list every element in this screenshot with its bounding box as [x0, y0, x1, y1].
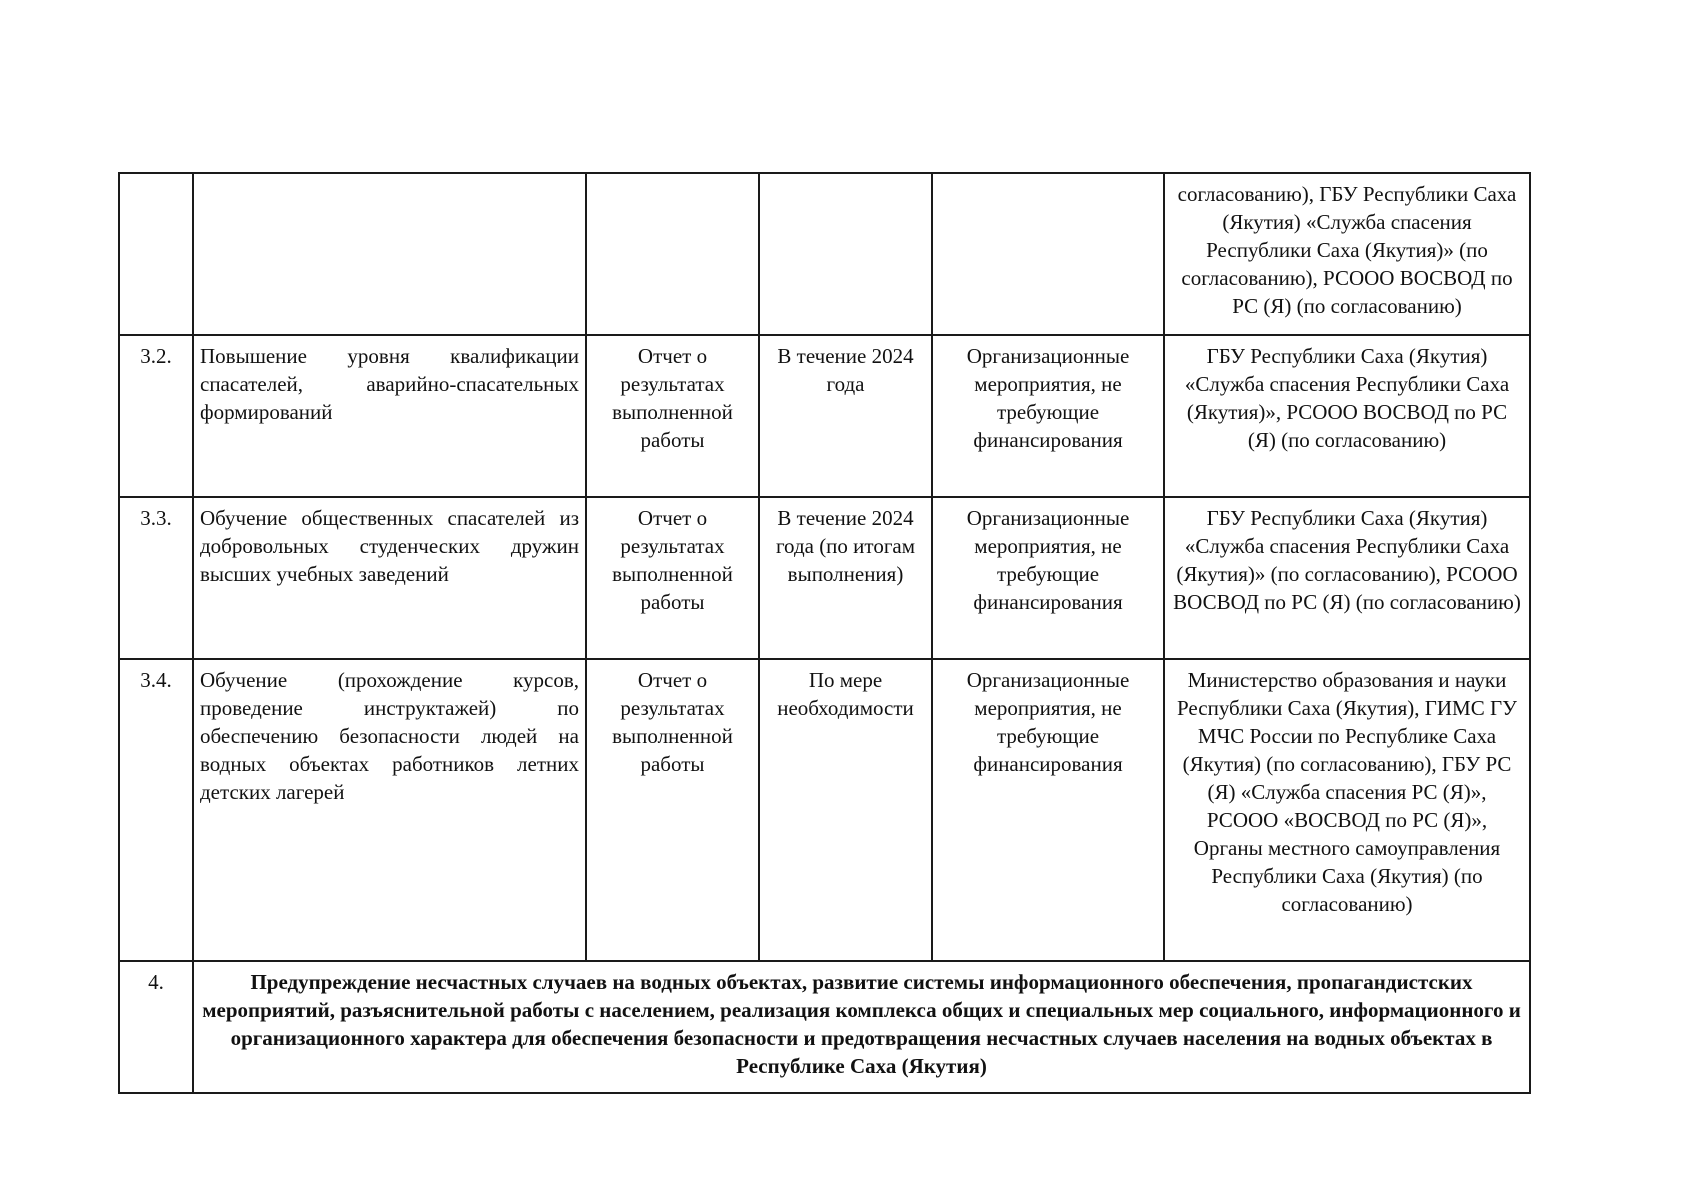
funding-source: Организационные мероприятия, не требующие финансирования	[932, 497, 1164, 659]
funding-source	[932, 173, 1164, 335]
responsible-parties: Министерство образования и науки Республики Саха (Якутия), ГИМС ГУ МЧС России по Республике Саха (Якутия) (по согласованию), ГБУ РС (Я) «Служба спасения РС (Я)», РСООО «ВОСВОД по РС (Я)», Органы местного самоуправления Республики Саха (Якутия) (по согласованию)	[1164, 659, 1530, 961]
deadline: В течение 2024 года	[759, 335, 932, 497]
expected-result: Отчет о результатах выполненной работы	[586, 659, 759, 961]
deadline	[759, 173, 932, 335]
deadline: В течение 2024 года (по итогам выполнения)	[759, 497, 932, 659]
action-plan-table	[118, 172, 1531, 1094]
section-number: 4.	[119, 961, 193, 1093]
activity-name: Повышение уровня квалификации спасателей, аварийно-спасательных формирований	[193, 335, 586, 497]
row-number: 3.2.	[119, 335, 193, 497]
funding-source: Организационные мероприятия, не требующие финансирования	[932, 335, 1164, 497]
deadline: По мере необходимости	[759, 659, 932, 961]
section-title: Предупреждение несчастных случаев на водных объектах, развитие системы информационного обеспечения, пропагандистских мероприятий, разъяснительной работы с населением, реализация комплекса общих и специальных мер социального, информационного и организационного характера для обеспечения безопасности и предотвращения несчастных случаев населения на водных объектах в Республике Саха (Якутия)	[193, 961, 1530, 1093]
activity-name: Обучение общественных спасателей из добровольных студенческих дружин высших учебных заведений	[193, 497, 586, 659]
expected-result: Отчет о результатах выполненной работы	[586, 335, 759, 497]
section-header-row	[119, 961, 1530, 1093]
table-row	[119, 659, 1530, 961]
table-row	[119, 497, 1530, 659]
table-row	[119, 173, 1530, 335]
row-number: 3.3.	[119, 497, 193, 659]
activity-name: Обучение (прохождение курсов, проведение инструктажей) по обеспечению безопасности людей на водных объектах работников летних детских лагерей	[193, 659, 586, 961]
row-number	[119, 173, 193, 335]
activity-name	[193, 173, 586, 335]
responsible-parties: ГБУ Республики Саха (Якутия) «Служба спасения Республики Саха (Якутия)», РСООО ВОСВОД по РС (Я) (по согласованию)	[1164, 335, 1530, 497]
responsible-parties: согласованию), ГБУ Республики Саха (Якутия) «Служба спасения Республики Саха (Якутия)» (по согласованию), РСООО ВОСВОД по РС (Я) (по согласованию)	[1164, 173, 1530, 335]
funding-source: Организационные мероприятия, не требующие финансирования	[932, 659, 1164, 961]
expected-result: Отчет о результатах выполненной работы	[586, 497, 759, 659]
responsible-parties: ГБУ Республики Саха (Якутия) «Служба спасения Республики Саха (Якутия)» (по согласованию), РСООО ВОСВОД по РС (Я) (по согласованию)	[1164, 497, 1530, 659]
table-row	[119, 335, 1530, 497]
row-number: 3.4.	[119, 659, 193, 961]
expected-result	[586, 173, 759, 335]
